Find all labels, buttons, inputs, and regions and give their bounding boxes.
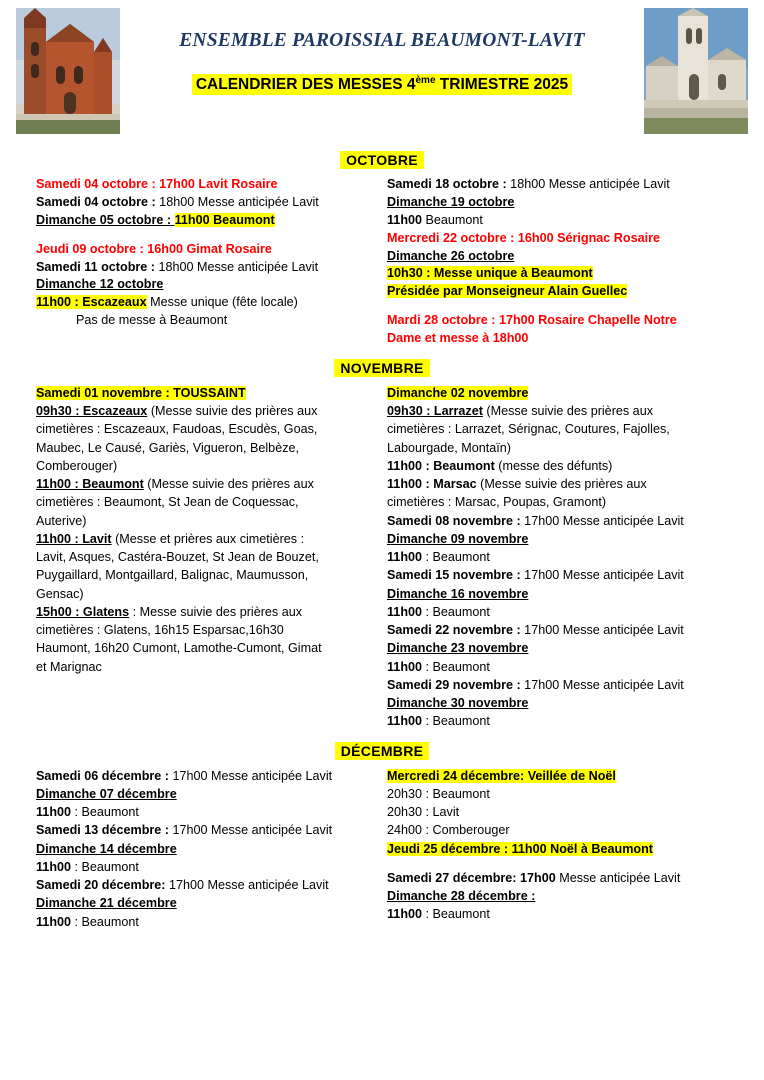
schedule-line-lead: Samedi 22 novembre :: [387, 623, 521, 638]
schedule-line-rest: : Beaumont: [422, 604, 490, 619]
schedule-line: [387, 384, 744, 402]
schedule-line-lead: 10h30 : Messe unique à Beaumont: [387, 266, 593, 281]
schedule-line-lead: 11h00 : Beaumont: [36, 477, 144, 492]
schedule-line-lead: Mercredi 22 octobre : 16h00 Sérignac Rosaire: [387, 230, 660, 245]
schedule-line: [36, 548, 371, 566]
schedule-line: [36, 457, 371, 475]
schedule-line-lead: 11h00: [387, 212, 423, 227]
schedule-line-lead: Mercredi 24 décembre: Veillée de Noël: [387, 768, 616, 783]
schedule-line: [36, 767, 371, 785]
schedule-line: [387, 694, 744, 712]
schedule-line-rest: : Beaumont: [71, 805, 139, 820]
schedule-line-lead: 11h00: [387, 714, 423, 729]
month-label-october: OCTOBRE: [340, 151, 424, 169]
schedule-line: [36, 585, 371, 603]
schedule-line-lead: 11h00 : Escazeaux: [36, 295, 147, 310]
schedule-line-lead: 11h00: [387, 659, 423, 674]
schedule-line: [36, 312, 371, 330]
schedule-line: [36, 475, 371, 493]
month-label-november: NOVEMBRE: [334, 359, 429, 377]
december-section: [0, 767, 764, 931]
schedule-line-rest: : Beaumont: [422, 714, 490, 729]
schedule-line-lead: Dimanche 26 octobre: [387, 248, 515, 263]
schedule-line-rest: 17h00 Messe anticipée Lavit: [165, 878, 329, 893]
schedule-line: [387, 658, 744, 676]
schedule-line: [36, 439, 371, 457]
schedule-line-lead: 20h30 : Lavit: [387, 805, 460, 820]
schedule-line: [387, 493, 744, 511]
schedule-line-lead: Jeudi 09 octobre : 16h00 Gimat Rosaire: [36, 241, 272, 256]
schedule-line-rest: 17h00 Messe anticipée Lavit: [520, 513, 684, 528]
schedule-line-lead: Puygaillard, Montgaillard, Balignac, Maumusson,: [36, 568, 309, 583]
schedule-line-rest: : Beaumont: [422, 550, 490, 565]
schedule-line: [36, 876, 371, 894]
schedule-line-lead: 11h00: [387, 604, 423, 619]
church-photo-right: [644, 8, 748, 134]
month-banner-december: [0, 743, 764, 761]
schedule-line-lead: Samedi 11 octobre :: [36, 259, 155, 274]
schedule-line-rest: (Messe suivie des prières aux: [147, 404, 318, 419]
schedule-line-rest: : Beaumont: [71, 859, 139, 874]
subtitle-post: TRIMESTRE 2025: [435, 76, 569, 94]
spacer: [387, 858, 744, 869]
schedule-line: [387, 621, 744, 639]
schedule-line-rest: (Messe suivie des prières aux: [476, 477, 647, 492]
page-footer-space: [0, 931, 764, 949]
schedule-line-lead: 11h00: [387, 907, 423, 922]
schedule-line-lead: Samedi 04 octobre :: [36, 194, 156, 209]
schedule-line: [36, 821, 371, 839]
spacer: [36, 230, 371, 241]
schedule-line-rest: : Messe suivie des prières aux: [129, 604, 302, 619]
schedule-line-lead: 09h30 : Larrazet: [387, 404, 483, 419]
schedule-line-lead: 11h00 : Lavit: [36, 531, 112, 546]
schedule-line: [36, 420, 371, 438]
schedule-line-lead: Samedi 04 octobre : 17h00 Lavit Rosaire: [36, 177, 278, 191]
schedule-line-lead: 11h00: [36, 859, 72, 874]
schedule-line: [36, 194, 371, 212]
schedule-line-lead: Présidée par Monseigneur Alain Guellec: [387, 284, 628, 299]
schedule-line: [36, 530, 371, 548]
schedule-line-rest: (Messe et prières aux cimetières :: [111, 531, 305, 546]
schedule-line-rest: 17h00 Messe anticipée Lavit: [169, 823, 333, 838]
schedule-line: [387, 176, 744, 194]
schedule-line-lead: cimetières : Larrazet, Sérignac, Coutures, Fajolles,: [387, 422, 670, 437]
schedule-line: [387, 475, 744, 493]
schedule-line: [387, 283, 744, 301]
schedule-line-rest: : Beaumont: [422, 907, 490, 922]
schedule-line-lead: Maubec, Le Causé, Gariès, Vigueron, Belbèze,: [36, 440, 299, 455]
schedule-line-rest: Beaumont: [422, 212, 483, 227]
schedule-line-lead: Pas de messe à Beaumont: [76, 313, 228, 328]
schedule-line-lead: Jeudi 25 décembre : 11h00 Noël à Beaumont: [387, 841, 653, 856]
october-right-column: [383, 176, 744, 348]
schedule-line-rest: Messe anticipée Lavit: [555, 870, 681, 885]
month-banner-october: [0, 152, 764, 170]
schedule-line-lead: 20h30 : Beaumont: [387, 786, 490, 801]
schedule-line: [387, 585, 744, 603]
schedule-line-lead: Mardi 28 octobre : 17h00 Rosaire Chapelle Notre: [387, 313, 677, 328]
schedule-line: [387, 512, 744, 530]
month-label-december: DÉCEMBRE: [335, 742, 430, 760]
schedule-line-lead: Dimanche 05 octobre :: [36, 212, 175, 227]
schedule-line: [387, 767, 744, 785]
schedule-line: [387, 265, 744, 283]
schedule-line: [36, 259, 371, 277]
schedule-line: [387, 887, 744, 905]
schedule-line-lead: Dimanche 12 octobre: [36, 277, 164, 292]
schedule-line: [387, 457, 744, 475]
schedule-line-lead: Dimanche 02 novembre: [387, 385, 529, 400]
schedule-line: [36, 566, 371, 584]
schedule-line-lead: Gensac): [36, 586, 84, 601]
schedule-line-lead: Samedi 29 novembre :: [387, 677, 521, 692]
schedule-line-rest: 18h00 Messe anticipée Lavit: [154, 259, 319, 274]
schedule-line-rest: (messe des défunts): [494, 458, 613, 473]
schedule-line: [36, 276, 371, 294]
schedule-line: [36, 840, 371, 858]
schedule-line-lead: Haumont, 16h20 Cumont, Lamothe-Cumont, Gimat: [36, 641, 322, 656]
schedule-line: [36, 803, 371, 821]
schedule-line-lead: Dimanche 23 novembre: [387, 641, 529, 656]
schedule-line: [387, 230, 744, 248]
schedule-line: [36, 913, 371, 931]
schedule-line-lead: 09h30 : Escazeaux: [36, 404, 148, 419]
schedule-line-lead: Comberouger): [36, 458, 118, 473]
schedule-line: [387, 212, 744, 230]
schedule-line: [36, 212, 371, 230]
schedule-line: [387, 439, 744, 457]
schedule-line: [387, 712, 744, 730]
schedule-line: [387, 566, 744, 584]
page-subtitle: [192, 74, 572, 95]
november-right-column: [383, 384, 744, 731]
schedule-line-lead: 11h00: [36, 914, 72, 929]
spacer: [387, 301, 744, 312]
schedule-line-lead: Labourgade, Montaïn): [387, 440, 511, 455]
schedule-line-lead: Dimanche 28 décembre :: [387, 889, 536, 904]
schedule-line: [387, 869, 744, 887]
schedule-line-lead: Dame et messe à 18h00: [387, 331, 529, 345]
schedule-line-lead: 15h00 : Glatens: [36, 604, 130, 619]
december-right-column: [383, 767, 744, 924]
schedule-line-rest: : Beaumont: [422, 659, 490, 674]
schedule-line: [36, 785, 371, 803]
document-header: [0, 0, 764, 140]
schedule-line-rest: 18h00 Messe anticipée Lavit: [155, 194, 319, 209]
november-section: [0, 384, 764, 731]
schedule-line: [36, 384, 371, 402]
schedule-line-rest: 18h00 Messe anticipée Lavit: [506, 177, 670, 191]
schedule-line: [36, 639, 371, 657]
schedule-line: [36, 294, 371, 312]
schedule-line: [387, 420, 744, 438]
schedule-line: [387, 840, 744, 858]
schedule-line: [36, 241, 371, 259]
schedule-line-rest: 17h00 Messe anticipée Lavit: [520, 623, 684, 638]
schedule-line: [387, 785, 744, 803]
schedule-line: [387, 330, 744, 348]
schedule-line: [36, 658, 371, 676]
schedule-line-lead: Lavit, Asques, Castéra-Bouzet, St Jean de Bouzet,: [36, 550, 319, 565]
subtitle-pre: CALENDRIER DES MESSES 4: [195, 76, 416, 94]
december-left-column: [22, 767, 383, 931]
schedule-line-lead: Samedi 20 décembre:: [36, 878, 166, 893]
october-left-column: [22, 176, 383, 330]
schedule-line-lead: Samedi 15 novembre :: [387, 568, 521, 583]
schedule-line: [387, 603, 744, 621]
schedule-line: [36, 603, 371, 621]
schedule-line-rest: 17h00 Messe anticipée Lavit: [169, 768, 333, 783]
schedule-line-rest: : Beaumont: [71, 914, 139, 929]
church-photo-left: [16, 8, 120, 134]
schedule-line-rest: (Messe suivie des prières aux: [143, 477, 314, 492]
schedule-line-lead: Samedi 18 octobre :: [387, 177, 507, 191]
schedule-line: [387, 676, 744, 694]
schedule-line: [387, 194, 744, 212]
schedule-line-lead: 11h00 : Beaumont: [387, 458, 495, 473]
schedule-line: [387, 905, 744, 923]
schedule-line: [387, 821, 744, 839]
schedule-line-lead: Dimanche 19 octobre: [387, 194, 515, 209]
schedule-line: [36, 512, 371, 530]
schedule-line-lead: cimetières : Escazeaux, Faudoas, Escudès, Goas,: [36, 422, 318, 437]
schedule-line: [36, 493, 371, 511]
page-title: ENSEMBLE PAROISSIAL BEAUMONT-LAVIT: [179, 30, 585, 51]
schedule-line: [387, 803, 744, 821]
schedule-line-rest: (Messe suivie des prières aux: [482, 404, 653, 419]
schedule-line: [387, 402, 744, 420]
schedule-line: [36, 621, 371, 639]
schedule-line-lead: Dimanche 14 décembre: [36, 841, 177, 856]
schedule-line-lead: Samedi 13 décembre :: [36, 823, 169, 838]
header-text-block: [124, 30, 640, 95]
schedule-line: [387, 639, 744, 657]
schedule-line: [36, 402, 371, 420]
november-left-column: [22, 384, 383, 676]
schedule-line-lead: Dimanche 30 novembre: [387, 696, 529, 711]
schedule-line-lead: cimetières : Glatens, 16h15 Esparsac,16h30: [36, 623, 284, 638]
schedule-line-rest: 11h00 Beaumont: [174, 212, 275, 227]
schedule-line-lead: cimetières : Beaumont, St Jean de Coquessac,: [36, 495, 299, 510]
schedule-line-lead: Samedi 06 décembre :: [36, 768, 169, 783]
schedule-line-lead: et Marignac: [36, 659, 102, 674]
october-section: [0, 176, 764, 348]
schedule-line: [387, 312, 744, 330]
schedule-line-lead: Dimanche 07 décembre: [36, 786, 177, 801]
schedule-line: [36, 894, 371, 912]
schedule-line-lead: Samedi 27 décembre: 17h00: [387, 870, 556, 885]
schedule-line: [36, 176, 371, 194]
schedule-line: [387, 530, 744, 548]
schedule-line-rest: 17h00 Messe anticipée Lavit: [520, 677, 684, 692]
schedule-line-lead: Samedi 01 novembre : TOUSSAINT: [36, 385, 246, 400]
schedule-line-lead: 24h00 : Comberouger: [387, 823, 510, 838]
schedule-line-rest: 17h00 Messe anticipée Lavit: [520, 568, 684, 583]
schedule-line-rest: Messe unique (fête locale): [146, 295, 298, 310]
schedule-line: [387, 548, 744, 566]
schedule-line: [36, 858, 371, 876]
schedule-line-lead: Samedi 08 novembre :: [387, 513, 521, 528]
schedule-line-lead: cimetières : Marsac, Poupas, Gramont): [387, 495, 607, 510]
schedule-line-lead: 11h00: [387, 550, 423, 565]
schedule-line-lead: 11h00: [36, 805, 72, 820]
schedule-line-lead: Dimanche 16 novembre: [387, 586, 529, 601]
month-banner-november: [0, 360, 764, 378]
schedule-line: [387, 248, 744, 266]
schedule-line-lead: Dimanche 09 novembre: [387, 531, 529, 546]
schedule-line-lead: Dimanche 21 décembre: [36, 896, 177, 911]
schedule-line-lead: 11h00 : Marsac: [387, 477, 477, 492]
subtitle-ordinal: ème: [415, 75, 436, 86]
schedule-line-lead: Auterive): [36, 513, 87, 528]
